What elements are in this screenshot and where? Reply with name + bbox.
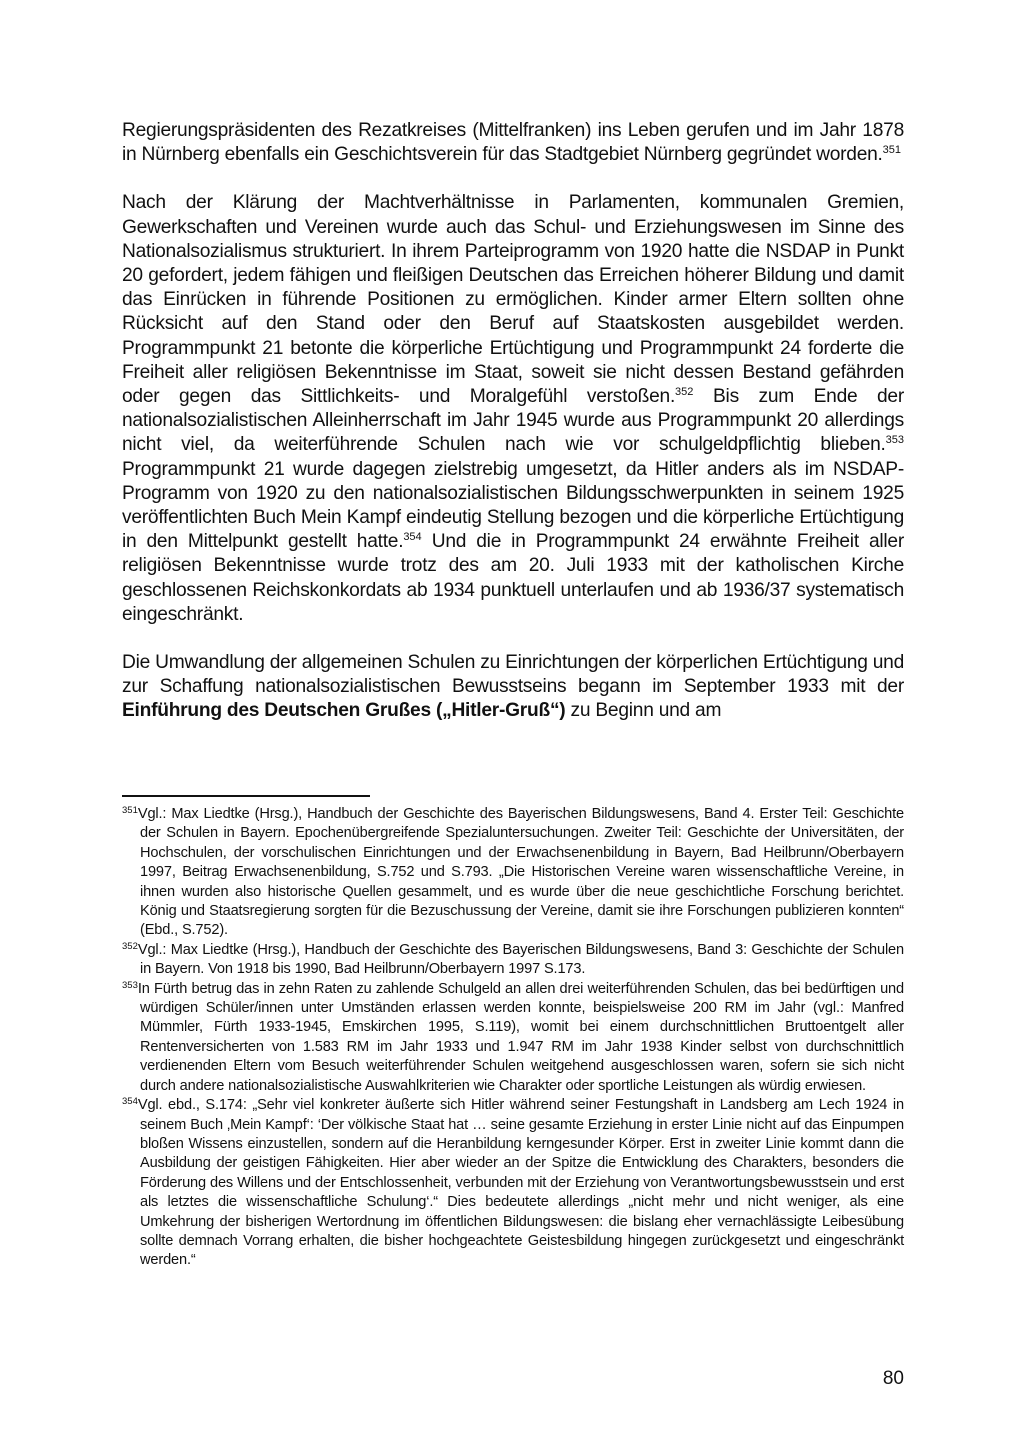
paragraph-2 [122,191,904,627]
footnote-number: 351 [122,805,138,816]
paragraph-3 [122,651,904,724]
bold-emphasis: Einführung des Deutschen Grußes („Hitler-Gruß“) [122,700,566,722]
footnote-text: Vgl.: Max Liedtke (Hrsg.), Handbuch der Geschichte des Bayerischen Bildungswesens, Band 4. Erster Teil: Geschichte der Schulen in Bayern. Epochenübergreifende Spezialuntersuchungen. Zweiter Teil: Geschichte der Universitäten, der Hochschulen, der vorschulischen Einrichtungen und der Erwachsenenbildung in Bayern, Bad Heilbrunn/Oberbayern 1997, Beitrag Erwachsenenbildung, S.752 und S.793. „Die Historischen Vereine waren wissenschaftliche Vereine, in ihnen wurden also historische Quellen gesammelt, und es wurde über die neue geschichtliche Forschung berichtet. König und Staatsregierung sorgten für die Bezuschussung der Vereine, damit sie ihre Forschungen publizieren konnten“ (Ebd., S.752). [137,806,904,939]
footnote-ref-352[interactable]: 352 [675,386,694,399]
paragraph-text: Die Umwandlung der allgemeinen Schulen zu Einrichtungen der körperlichen Ertüchtigung und zur Schaffung nationalsozialistischen Bewusstseins begann im September 1933 mit der [122,652,904,698]
paragraph-text: Regierungspräsidenten des Rezatkreises (Mittelfranken) ins Leben gerufen und im Jahr 1878 in Nürnberg ebenfalls ein Geschichtsverein für das Stadtgebiet Nürnberg gegründet worden. [122,120,904,166]
paragraph-text: Nach der Klärung der Machtverhältnisse in Parlamenten, kommunalen Gremien, Gewerkschaften und Vereinen wurde auch das Schul- und Erziehungswesen im Sinne des Nationalsozialismus strukturiert. In ihrem Parteiprogramm von 1920 hatte die NSDAP in Punkt 20 gefordert, jedem fähigen und fleißigen Deutschen das Erreichen höherer Bildung und damit das Einrücken in führende Positionen zu ermöglichen. Kinder armer Eltern sollten ohne Rücksicht auf den Stand oder den Beruf auf Staatskosten ausgebildet werden. Programmpunkt 21 betonte die körperliche Ertüchtigung und Programmpunkt 24 forderte die Freiheit aller religiösen Bekenntnisse im Staat, soweit sie nicht dessen Bestand gefährden oder gegen das Sittlichkeits- und Moralgefühl verstoßen. [122,192,904,408]
footnotes [122,805,904,1271]
page-number: 80 [882,1368,904,1389]
footnote-ref-354[interactable]: 354 [403,531,422,544]
footnote-ref-351[interactable]: 351 [882,144,902,157]
footnote-text: Vgl. ebd., S.174: „Sehr viel konkreter äußerte sich Hitler während seiner Festungshaft in Landsberg am Lech 1924 in seinem Buch ‚Mein Kampf‘: ‘Der völkische Staat hat … seine gesamte Erziehung in erster Linie nicht auf das Einpumpen bloßen Wissens einzustellen, sondern auf die Heranbildung kerngesunder Körper. Erst in zweiter Linie kommt dann die Ausbildung der geistigen Fähigkeiten. Hier aber wieder an der Spitze die Entwicklung des Charakters, besonders die Förderung des Willens und der Entschlossenheit, verbunden mit der Erziehung von Verantwortungsbewusstsein und erst als letztes die wissenschaftliche Schulung‘.“ Dies bedeutete allerdings „nicht mehr und nicht weniger, als eine Umkehrung der bisherigen Wertordnung im öffentlichen Bildungswesen: die bislang eher vernachlässigte Leibesübung sollte demnach Vorrang erhalten, die bisher hochgeachtete Geistesbildung hingegen zurückgesetzt und eingeschränkt werden.“ [137,1097,904,1269]
paragraph-1 [122,119,904,167]
footnote-351 [122,805,904,941]
footnote-353 [122,980,904,1096]
paragraph-text: Bis zum Ende der nationalsozialistischen Alleinherrschaft im Jahr 1945 wurde aus Programmpunkt 20 allerdings nicht viel, da weiterführende Schulen nach wie vor schulgeldpflichtig blieben. [122,386,904,456]
footnote-number: 354 [122,1096,138,1108]
paragraph-text: Und die in Programmpunkt 24 erwähnte Freiheit aller religiösen Bekenntnisse wurde trotz des am 20. Juli 1933 mit der katholischen Kirche geschlossenen Reichskonkordats ab 1934 punktuell unterlaufen und ab 1936/37 systematisch eingeschränkt. [122,531,904,625]
footnote-ref-353[interactable]: 353 [885,434,904,447]
footnote-352 [122,941,904,980]
footnote-number: 353 [122,979,138,991]
footnote-text: Vgl.: Max Liedtke (Hrsg.), Handbuch der Geschichte des Bayerischen Bildungswesens, Band 3: Geschichte der Schulen in Bayern. Von 1918 bis 1990, Bad Heilbrunn/Oberbayern 1997 S.173. [137,941,904,978]
paragraph-text: Programmpunkt 21 wurde dagegen zielstrebig umgesetzt, da Hitler anders als im NSDAP-Programm von 1920 zu den nationalsozialistischen Bildungsschwerpunkten in seinem 1925 veröffentlichten Buch Mein Kampf eindeutig Stellung bezogen und die körperliche Ertüchtigung in den Mittelpunkt gestellt hatte. [122,458,904,553]
footnote-text: In Fürth betrug das in zehn Raten zu zahlende Schulgeld an allen drei weiterführenden Schulen, das bei bedürftigen und würdigen Schüler/innen unter Umständen erlassen werden konnte, beispielsweise 200 RM im Jahr (vgl.: Manfred Mümmler, Fürth 1933-1945, Emskirchen 1995, S.119), womit bei einem durchschnittlichen Bruttoentgelt aller Rentenversicherten von 1.583 RM im Jahr 1933 und 1.947 RM im Jahr 1938 Kinder selbst von durchschnittlich verdienenden Eltern vom Besuch weiterführender Schulen weitgehend ausgeschlossen waren, sofern sie sich nicht durch andere nationalsozialistische Auswahlkriterien wie Charakter oder sportliche Leistungen als würdig erwiesen. [137,980,904,1094]
main-text [122,119,904,724]
paragraph-text: zu Beginn und am [565,700,722,722]
footnote-354 [122,1096,904,1271]
footnote-number: 352 [122,940,138,952]
footnote-separator [122,795,370,797]
